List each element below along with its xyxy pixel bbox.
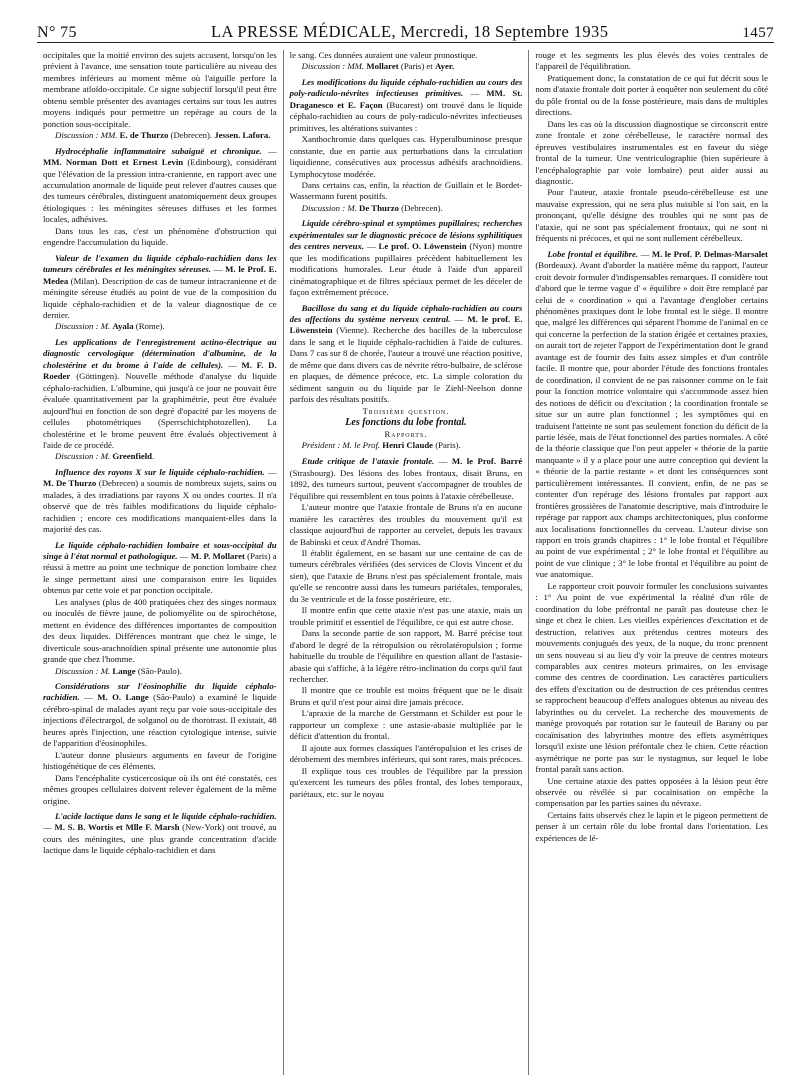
abstract-authors: M. F. D. Roeder <box>43 359 277 382</box>
abstract-authors: M. S. B. Wortis et Mlle F. Marsh <box>54 822 180 833</box>
paragraph-text: Dans les cas où la discussion diagnostique se circonscrit entre zone frontale et zone cérébelleuse, le caractère normal des épreuves vestibulaires instrumentales est en faveur du siège frontal de la tumeur. Une ventriculographie (bien supérieure à l'encéphalographie par voie lombaire) peut aider aussi au diagnostic. <box>535 118 768 186</box>
paragraph-text: Dans tous les cas, c'est un phénomène d'obstruction qui engendre l'accumulation du liquide. <box>43 225 277 248</box>
text-paragraph <box>290 766 523 800</box>
discussion-line <box>43 451 277 462</box>
column-2 <box>283 50 529 1075</box>
abstract-paragraph: Le liquide céphalo-rachidien lombaire et sous-occipital du singe à l'état normal et pathologique. — M. P. Mollaret (Paris) a réussi à mettre au point une technique de ponction lombaire chez le singe permettant ainsi une comparaison entre les liquides obtenus par cette voie et par ponction occipitale. <box>43 539 277 596</box>
page-number: 1457 <box>742 25 774 41</box>
discussion-line <box>43 321 277 332</box>
discussion-names: De Thurzo <box>359 202 399 213</box>
abstract-paragraph: Valeur de l'examen du liquide céphalo-rachidien dans les tumeurs cérébrales et les méningites séreuses. — M. le Prof. E. Medea (Milan). Description de cas de tumeur intracranienne et de méningite séreuse étudiés au point de vue de la composition du liquide céphalo-rachidien et de la valeur diagnostique de ce dernier. <box>43 252 277 320</box>
abstract-title: Influence des rayons X sur le liquide céphalo-rachidien. <box>55 466 265 477</box>
paragraph-text: Dans certains cas, enfin, la réaction de Guillain et le Bordet-Wassermann furent positifs. <box>289 179 523 202</box>
discussion-label: Discussion : MM. <box>301 61 367 72</box>
rapports-heading <box>290 429 523 440</box>
text-paragraph <box>535 73 768 119</box>
paragraph-text: Dans la seconde partie de son rapport, M. Barré précise tout d'abord le degré de la rétropulsion ou rétrolatéropulsion ; forme habituelle du trouble de l'équilibre en question allant de l'astasie-abasie qui s'affiche, à la légère rétro-inclination du corps qu'il faut rechercher. <box>289 628 523 685</box>
abstract-text: (New-York) ont trouvé, au cours des méningites, une plus grande concentration d'acide lactique dans le liquide céphalo-rachidien et dans <box>43 822 277 856</box>
discussion-label: Discussion : M. <box>55 321 113 332</box>
paragraph-text: le sang. Ces données auraient une valeur pronostique. <box>289 50 478 60</box>
abstract-text: (Strasbourg). Des lésions des lobes frontaux, disait Bruns, en 1892, des tumeurs surtout, peuvent s'accompagner de troubles de l'équilibre qui ressemblent en tous points à l'ataxie cérébelleuse. <box>289 467 523 501</box>
president-name: Henri Claude <box>382 439 434 450</box>
abstract-title: Les modifications du liquide céphalo-rachidien au cours des poly-radiculo-névrites infectieuses primitives. <box>289 76 523 99</box>
abstract-paragraph: Les modifications du liquide céphalo-rachidien au cours des poly-radiculo-névrites infectieuses primitives. — MM. St. Draganesco et E. Façon (Bucarest) ont trouvé dans le liquide céphalo-rachidien au cours de poly-radiculo-névrites infectieuses primitives, les altérations suivantes : <box>289 76 523 133</box>
abstract-authors: Le prof. O. Löwenstein <box>378 241 467 252</box>
abstract-text: (Edinbourg), considérant que l'élévation de la pression intra-cranienne, en rapport avec une accumulation anormale de liquide peut relever d'autres causes que des tumeurs cérébrales, distinguent anatomiquement deux groupes étiologiques : les méningites séreuses diffuses et les formes locales, adhésives. <box>43 157 277 225</box>
discussion-rest: (Debrecen). <box>168 130 215 141</box>
discussion-names: Mollaret <box>366 61 399 72</box>
discussion-rest: (Debrecen). <box>398 202 443 213</box>
paragraph-text: Xanthochromie dans quelques cas. Hyperalbuminose presque constante, due en partie aux perturbations dans la circulation liquidienne, consécutives aux processus adhésifs arachnoïdiens. Lymphocytose modérée. <box>289 134 523 179</box>
text-paragraph <box>43 50 277 130</box>
paragraph-text: Pour l'auteur, ataxie frontale pseudo-cérébelleuse est une mauvaise expression, qui ne sera plus nuisible si l'on sait, en la prononçant, qu'elle désigne des troubles qui ne sont pas de l'ataxie, qui ne sont pas spécialement frontaux, qui ne sont ni fréquents ni précoces, et qui ne sont nullement cérébelleux. <box>535 187 768 244</box>
abstract-title: Etude critique de l'ataxie frontale. <box>301 456 435 467</box>
rapports-label: Rapports. <box>384 428 428 439</box>
abstract-title: Liquide cérébro-spinal et symptômes pupillaires; recherches expérimentales sur le diagnostic précoce de lésions syphilitiques des centres nerveux. <box>289 218 523 252</box>
paragraph-text: Il explique tous ces troubles de l'équilibre par la pression qu'exercent les tumeurs des pôles frontal, des lobes temporaux, pariétaux, etc. sur le noyau <box>289 765 523 799</box>
paragraph-text: occipitales que la moitié environ des sujets accusent, lorsqu'on les prévient à l'avance, une sensation toute particulière au niveau des membres inférieurs au moment même où l'aiguille perfore la membrane atloïdo-occipitale. Ce signe subjectif lorsqu'il peut être obtenu semble présenter des avantages certains sur tous les autres moyens indiqués pour permettre un repérage au cours de la ponction sous-occipitale. <box>43 50 277 129</box>
text-paragraph <box>535 50 768 73</box>
paragraph-text: Pratiquement donc, la constatation de ce qui fut décrit sous le nom d'ataxie frontale doit porter à enquêter non seulement du côté du pôle frontal ou de la fosse postérieure, mais dans de multiples directions. <box>535 72 768 118</box>
abstract-paragraph: Considérations sur l'éosinophilie du liquide céphalo-rachidien. — M. O. Lange (São-Paulo) a examiné le liquide cérébro-spinal de malades ayant reçu par voie sous-occipitale des injections d'électrargol, de solganol ou de thorotrast. Il existait, 48 heures après l'injection, une réaction cytologique intense, suivie de l'apparition d'éosinophiles. <box>43 681 277 749</box>
abstract-text: (Bordeaux). Avant d'aborder la matière même du rapport, l'auteur croit devoir formuler d'indispensables remarques. Il considère tout d'abord que le terme vague d' « équilibre » doit être remplacé par celui de « coordination » qui a l'avantage d'englober certains phénomènes praxiques dont le lobe frontal est le siège. Il montre que, malgré les différences qui séparent l'homme de l'animal en ce qui concerne la perfection de la station érigée et certaines praxies, on aurait tort de rejeter l'apport de l'expérimentation dont le grand avantage est de fournir des faits assez simples et d'un contrôle facile. Il montre que, pour aborder l'étude des fonctions frontales de coordination, il convient de ne pas raisonner comme on le fait pour la fonction motrice volontaire qui s'accommode assez bien des notions de déficit ou d'excitation ; la coordination frontale se situe sur un autre plan fonctionnel ; les symptômes qui en traduisent l'atteinte ne sont pas seulement fonction du déficit de la partie lésée, mais de l'état fonctionnel des parties normales. A côté de la théorie classique que l'on peut appeler « théorie de la partie manquante » il y a place pour une autre conception qui devient la « théorie de la partie restante » et dont les conséquences sont particulièrement intéressantes. Il convient, enfin, de ne pas se contenter d'un repérage des lésions frontales par rapport aux frontières grossières de l'anatomie descriptive, mais d'introduire le repérage par rapport aux champs architectoniques, plus conforme aux localisations fonctionnelles du cerveau. L'auteur divise son rapport en trois grands chapitres : 1° le lobe frontal et l'équilibre au point de vue expérimental ; 2° le lobe frontal et l'équilibre au point de vue clinique ; 3° le lobe frontal et l'équilibre au point de vue anatomique. <box>535 260 768 580</box>
discussion-line <box>43 666 277 677</box>
text-paragraph <box>290 628 523 685</box>
section-title <box>290 417 523 428</box>
text-paragraph <box>43 226 277 249</box>
abstract-paragraph: Liquide cérébro-spinal et symptômes pupillaires; recherches expérimentales sur le diagnostic précoce de lésions syphilitiques des centres nerveux. — Le prof. O. Löwenstein (Nyon) montre que les modifications pupillaires précèdent habituellement les modifications humorales. Leur étude à l'aide d'un appareil cinématographique et de filtres spéciaux permet de les déceler de façon extrêmement précoce. <box>289 218 523 298</box>
paragraph-text: Il montre que ce trouble est moins fréquent que ne le disait Bruns et qu'il n'est pour ainsi dire jamais précoce. <box>289 685 523 707</box>
section-heading <box>290 406 523 417</box>
paragraph-text: L'auteur montre que l'ataxie frontale de Bruns n'a en aucune manière les caractères des troubles du mouvement qu'il est classique aujourd'hui de rapporter au cervelet, depuis les travaux de Babinski et ceux d'André Thomas. <box>289 502 523 547</box>
discussion-names: Lange <box>112 665 136 676</box>
text-paragraph <box>535 119 768 188</box>
text-paragraph <box>43 750 277 773</box>
paragraph-text: Il montre enfin que cette ataxie n'est pas une ataxie, mais un trouble primitif et essentiel de l'équilibre, ce qui est autre chose. <box>289 605 523 627</box>
president-line <box>290 440 523 451</box>
discussion-rest: (Paris) et <box>398 61 435 72</box>
abstract-text: (Nyon) montre que les modifications pupillaires précèdent habituellement les modifications humorales. Leur étude à l'aide d'un appareil cinématographique et de filtres spéciaux permet de les déceler de façon extrêmement précoce. <box>289 241 523 298</box>
paragraph-text: Une certaine ataxie des pattes opposées à la lésion peut être observée ou révélée si par cocaïnisation on empêche la compensation par les parties saines du névraxe. <box>535 775 768 809</box>
abstract-text: (Bucarest) ont trouvé dans le liquide céphalo-rachidien au cours de poly-radiculo-névrites infectieuses primitives, les altérations suivantes : <box>289 99 523 133</box>
discussion-line <box>290 61 523 72</box>
abstract-authors: M. le prof. E. Löwenstein <box>289 313 523 336</box>
abstract-authors: M. P. Mollaret <box>190 551 245 562</box>
abstract-authors: M. le Prof. E. Medea <box>43 264 277 286</box>
discussion-names-2: Jessen. Lafora. <box>214 130 271 141</box>
abstract-paragraph: L'acide lactique dans le sang et le liquide céphalo-rachidien. — M. S. B. Wortis et Mlle F. Marsh (New-York) ont trouvé, au cours des méningites, une plus grande concentration d'acide lactique dans le liquide céphalo-rachidien et dans <box>43 811 277 856</box>
paragraph-text: Le rapporteur croit pouvoir formuler les conclusions suivantes : 1° Au point de vue expérimental la réalité d'un rôle de coordination du lobe préfrontal ne paraît pas douteuse chez le singe et chez le chien. Les vieilles expériences d'excitation et de destruction, relatives aux prétendus centres moteurs des mouvements conjugués des yeux, de la nuque, du tronc prennent un sens nouveau si au lieu d'y voir la preuve de centres moteurs comparables aux centres moteurs primaires, on les envisage comme des centres de coordination. Les caractères particuliers des effets d'excitation ou de destruction de ces prétendus centres se rapprochent beaucoup d'effets analogues obtenus au niveau des labyrinthes ou du cervelet. La recherche des mouvements de manège provoqués par rotation sur le fauteuil de Barany ou par cocaïnisation des labyrinthes montre des effets asymétriques lorsqu'il existe une lésion préfontale chez le chien. Cette réaction asymétrique ne porte pas sur le nystagmus, sur lequel le lobe frontal paraît sans action. <box>535 580 768 775</box>
discussion-rest: . <box>152 451 155 462</box>
abstract-title: L'acide lactique dans le sang et le liquide céphalo-rachidien. <box>55 811 277 821</box>
section-title-text: Les fonctions du lobe frontal. <box>345 417 467 429</box>
issue-number: N° 75 <box>37 24 77 41</box>
text-paragraph <box>290 708 523 742</box>
abstract-text: (Debrecen) a soumis de nombreux sujets, sains ou malades, à des irradiations par rayons X ou ondes courtes. Il n'a observé que de très faibles modifications du liquide céphalo-rachidien ; encore ces modifications manquaient-elles dans la majorité des cas. <box>43 478 277 535</box>
text-paragraph <box>290 134 523 180</box>
abstract-title: Les applications de l'enregistrement actino-électrique au diagnostic cervologique (détermination d'albumine, de la cholestérine et du brome à l'aide de cellules). <box>43 336 277 370</box>
discussion-label: Discussion : M. <box>301 202 360 213</box>
abstract-authors: MM. Norman Dott et Ernest Levin <box>43 157 184 168</box>
journal-title: LA PRESSE MÉDICALE, Mercredi, 18 Septembre 1935 <box>211 22 609 41</box>
abstract-title: Valeur de l'examen du liquide céphalo-rachidien dans les tumeurs cérébrales et les méningites séreuses. <box>43 252 277 275</box>
abstract-title: Hydrocéphalie inflammatoire subaiguë et chronique. <box>55 145 262 156</box>
abstract-authors: MM. St. Draganesco et E. Façon <box>289 88 523 110</box>
abstract-paragraph: Influence des rayons X sur le liquide céphalo-rachidien. — M. De Thurzo (Debrecen) a soumis de nombreux sujets, sains ou malades, à des irradiations par rayons X ou ondes courtes. Il n'a observé que de très faibles modifications du liquide céphalo-rachidien ; encore ces modifications manquaient-elles dans la majorité des cas. <box>43 466 277 535</box>
paragraph-text: Dans l'encéphalite cysticercosique où ils ont été constatés, ces mêmes groupes cellulaires doivent relever également de la même origine. <box>43 772 277 806</box>
discussion-names: E. de Thurzo <box>119 130 169 141</box>
abstract-text: (São-Paulo) a examiné le liquide cérébro-spinal de malades ayant reçu par voie sous-occipitale des injections d'électrargol, de solganol ou de thorotrast. Il existait, 48 heures après l'injection, une réaction cytologique intense, suivie de l'apparition d'éosinophiles. <box>43 692 277 749</box>
president-city: (Paris). <box>433 439 461 450</box>
text-paragraph <box>290 685 523 708</box>
discussion-names: Ayala <box>112 321 134 332</box>
paragraph-text: Il ajoute aux formes classiques l'antéropulsion et les crises de dérobement des membres inférieurs, qui sont rares, mais précoces. <box>289 742 523 765</box>
paragraph-text: rouge et les segments les plus élevés des voies centrales de l'appareil de l'équilibration. <box>535 50 768 72</box>
column-1 <box>37 50 283 1075</box>
discussion-label: Discussion : M. <box>55 665 113 676</box>
abstract-title: Bacillose du sang et du liquide céphalo-rachidien au cours des affections du système nerveux central. <box>289 302 523 324</box>
abstract-text: (Paris) a réussi à mettre au point une technique de ponction lombaire chez le singe permettant ainsi une comparaison entre les liquides obtenus par cette voie et par ponction occipitale. <box>43 551 277 596</box>
abstract-paragraph: Bacillose du sang et du liquide céphalo-rachidien au cours des affections du système nerveux central. — M. le prof. E. Löwenstein (Vienne). Recherche des bacilles de la tuberculose dans le sang et le liquide céphalo-rachidien à l'aide de cultures. Dans 7 cas sur 8 de chorée, l'auteur a trouvé une réaction positive, de même que dans divers cas de névrite rétro-bulbaire, de sclérose en plaques, de démence précoce, etc. La simple coloration du sédiment sanguin ou du liquide par le Ziehl-Neelson donne parfois des résultats positifs. <box>289 302 523 405</box>
abstract-paragraph: Etude critique de l'ataxie frontale. — M. le Prof. Barré (Strasbourg). Des lésions des lobes frontaux, disait Bruns, en 1892, des tumeurs surtout, peuvent s'accompagner de troubles de l'équilibre qui ressemblent en tous points à l'ataxie cérébelleuse. <box>289 456 523 501</box>
abstract-paragraph: Lobe frontal et équilibre. — M. le Prof. P. Delmas-Marsalet (Bordeaux). Avant d'aborder la matière même du rapport, l'auteur croit devoir formuler d'indispensables remarques. Il considère tout d'abord que le terme vague d' « équilibre » doit être remplacé par celui de « coordination » qui a l'avantage d'englober certains phénomènes praxiques dont le lobe frontal est le siège. Il montre que, malgré les différences qui séparent l'homme de l'animal en ce qui concerne la perfection de la station érigée et certaines praxies, on aurait tort de rejeter l'apport de l'expérimentation dont le grand avantage est de fournir des faits assez simples et d'un contrôle facile. Il montre que, pour aborder l'étude des fonctions frontales de coordination, il convient de ne pas raisonner comme on le fait pour la fonction motrice volontaire qui s'accommode assez bien des notions de déficit ou d'excitation ; la coordination frontale se situe sur un autre plan fonctionnel ; les symptômes qui en traduisent l'atteinte ne sont pas seulement fonction du déficit de la partie lésée, mais de l'état fonctionnel des parties normales. A côté de la théorie classique que l'on peut appeler « théorie de la partie manquante » il y a place pour une autre conception qui devient la « théorie de la partie restante » et dont les conséquences sont particulièrement intéressantes. Il convient, enfin, de ne pas se contenter d'un repérage des lésions frontales par rapport aux frontières grossières de l'anatomie descriptive, mais d'introduire le repérage par rapport aux champs architectoniques, plus conforme aux localisations fonctionnelles du cerveau. L'auteur divise son rapport en trois grands chapitres : 1° le lobe frontal et l'équilibre au point de vue expérimental ; 2° le lobe frontal et l'équilibre au point de vue clinique ; 3° le lobe frontal et l'équilibre au point de vue anatomique. <box>535 248 768 580</box>
abstract-text: (Vienne). Recherche des bacilles de la tuberculose dans le sang et le liquide céphalo-rachidien à l'aide de cultures. Dans 7 cas sur 8 de chorée, l'auteur a trouvé une réaction positive, de même que dans divers cas de névrite rétro-bulbaire, de sclérose en plaques, de démence précoce, etc. La simple coloration du sédiment sanguin ou du liquide par le Ziehl-Neelson donne parfois des résultats positifs. <box>289 325 523 405</box>
paragraph-text: Certains faits observés chez le lapin et le pigeon permettent de penser à un certain rôle du lobe frontal dans l'orientation. Les expériences de lé- <box>535 809 768 843</box>
text-paragraph <box>290 548 523 605</box>
abstract-authors: M. le Prof. Barré <box>451 456 523 467</box>
discussion-rest: (Rome). <box>133 321 165 332</box>
text-paragraph <box>290 50 523 61</box>
abstract-text: (Göttingen). Nouvelle méthode d'analyse du liquide céphalo-rachidien. L'albumine, qui jusqu'à ce jour ne pouvait être évaluée quantitativement par la graphimétrie, peut être évaluée aujourd'hui en fonction de son degré d'opacité par les moyens de cellules photométriques (Sperrschichtphotozellen). La cholestérine et le brome peuvent être évalués objectivement à l'aide de ce procédé. <box>43 371 277 450</box>
column-3 <box>528 50 774 1075</box>
paragraph-text: Il établit également, en se basant sur une centaine de cas de tumeurs cérébrales vérifiées (des services de Clovis Vincent et du sien), que l'ataxie de Bruns n'est pas spécialement frontale, mais qu'elle se rencontre aussi dans les tumeurs pariétales, temporales, du 3e ventricule et de la fosse postérieure, etc. <box>289 548 523 604</box>
text-paragraph <box>43 597 277 666</box>
abstract-title: Considérations sur l'éosinophilie du liquide céphalo-rachidien. <box>43 681 277 703</box>
paragraph-text: L'apraxie de la marche de Gerstmann et Schilder est pour le rapporteur un complexe : une astasie-abasie multipliée par le déficit d'attention du frontal. <box>289 708 523 742</box>
text-paragraph <box>535 581 768 776</box>
text-paragraph <box>290 502 523 548</box>
abstract-paragraph: Les applications de l'enregistrement actino-électrique au diagnostic cervologique (détermination d'albumine, de la cholestérine et du brome à l'aide de cellules). — M. F. D. Roeder (Göttingen). Nouvelle méthode d'analyse du liquide céphalo-rachidien. L'albumine, qui jusqu'à ce jour ne pouvait être évaluée quantitativement par la graphimétrie, peut être évaluée aujourd'hui en fonction de son degré d'opacité par les moyens de cellules photométriques (Sperrschichtphotozellen). La cholestérine et le brome peuvent être évalués objectivement à l'aide de ce procédé. <box>43 336 277 450</box>
paragraph-text: L'auteur donne plusieurs arguments en faveur de l'origine histiogénétique de ces éléments. <box>43 749 277 772</box>
text-paragraph <box>290 180 523 203</box>
discussion-rest: (São-Paulo). <box>135 665 182 676</box>
text-paragraph <box>535 776 768 810</box>
abstract-authors: M. le Prof. P. Delmas-Marsalet <box>651 248 768 259</box>
abstract-paragraph: Hydrocéphalie inflammatoire subaiguë et chronique. — MM. Norman Dott et Ernest Levin (Edinbourg), considérant que l'élévation de la pression intra-cranienne, en rapport avec une accumulation anormale de liquide peut relever d'autres causes que des tumeurs cérébrales, distinguent anatomiquement deux groupes étiologiques : les méningites séreuses diffuses et les formes locales, adhésives. <box>43 145 277 225</box>
discussion-label: Discussion : M. <box>55 451 113 462</box>
abstract-text: (Milan). Description de cas de tumeur intracranienne et de méningite séreuse étudiés au point de vue de la composition du liquide céphalo-rachidien et de la valeur diagnostique de ce dernier. <box>43 275 277 320</box>
text-paragraph <box>535 187 768 244</box>
text-paragraph <box>290 605 523 628</box>
discussion-line <box>290 203 523 214</box>
discussion-names: Greenfield <box>112 451 153 462</box>
page-header <box>37 8 774 43</box>
paragraph-text: Les analyses (plus de 400 pratiquées chez des singes normaux ou inoculés de fièvre jaune, de poliomyélite ou de spirochétose, mettent en évidence des différences importantes de composition des deux liquides. Différences montrant que chez le singe, le diverticule sous-arachnoïdien spinal présente une autonomie plus grande que chez l'homme. <box>43 596 277 665</box>
abstract-title: Le liquide céphalo-rachidien lombaire et sous-occipital du singe à l'état normal et pathologique. <box>43 539 277 562</box>
abstract-authors: M. O. Lange <box>97 692 149 703</box>
discussion-label: Discussion : MM. <box>55 130 120 141</box>
abstract-authors: M. De Thurzo <box>43 478 97 489</box>
discussion-line <box>43 130 277 141</box>
text-paragraph <box>535 810 768 844</box>
president-label: Président : M. le Prof. <box>301 439 383 450</box>
text-paragraph <box>43 773 277 807</box>
abstract-title: Lobe frontal et équilibre. <box>547 248 639 259</box>
discussion-names-2: Ayer. <box>434 61 455 72</box>
section-label: Troisième question. <box>362 405 450 416</box>
text-paragraph <box>290 743 523 766</box>
text-columns <box>37 50 774 1075</box>
